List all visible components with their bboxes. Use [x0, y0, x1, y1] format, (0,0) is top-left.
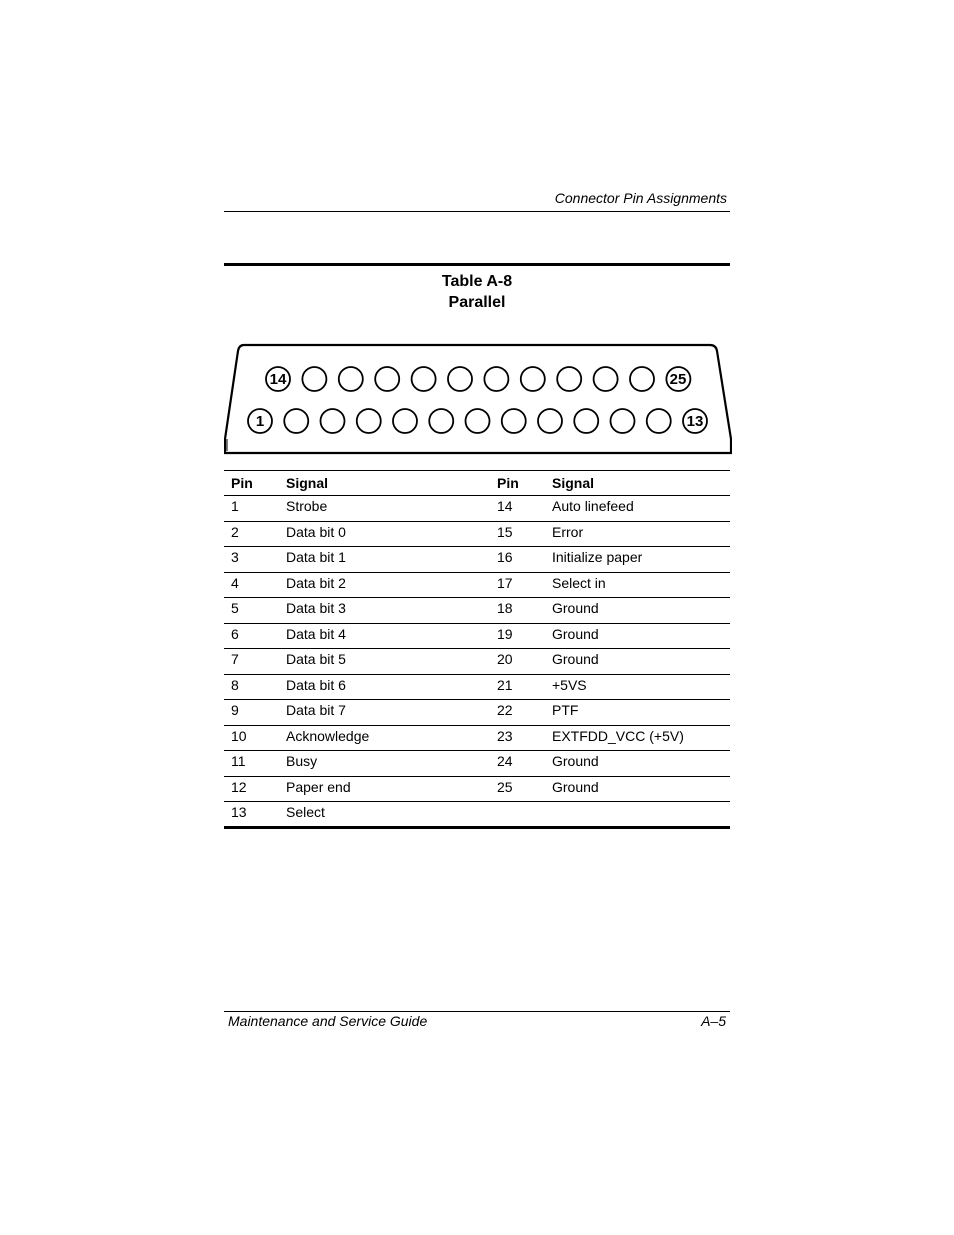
pin-label-25: 25 — [669, 371, 687, 388]
cell-signal-2: Ground — [545, 776, 730, 802]
header-signal: Signal — [279, 471, 490, 496]
table-row — [224, 802, 730, 828]
pin-label-1: 1 — [255, 413, 265, 430]
footer-rule — [224, 1011, 730, 1012]
pin-hole — [284, 409, 308, 433]
pin-hole — [630, 367, 654, 391]
cell-signal: Data bit 0 — [279, 521, 490, 547]
footer-guide-title: Maintenance and Service Guide — [228, 1013, 428, 1029]
cell-pin-2: 16 — [490, 547, 545, 573]
parallel-connector-diagram — [224, 343, 732, 457]
cell-pin: 3 — [224, 547, 279, 573]
cell-pin-2: 22 — [490, 700, 545, 726]
table-row — [224, 598, 730, 624]
table-caption-label: Table A-8 — [441, 273, 513, 290]
header-signal-2: Signal — [545, 471, 730, 496]
pin-hole — [574, 409, 598, 433]
cell-pin: 8 — [224, 674, 279, 700]
cell-signal-2: EXTFDD_VCC (+5V) — [545, 725, 730, 751]
cell-signal-2: Ground — [545, 623, 730, 649]
connector-shell — [225, 345, 731, 453]
pin-hole — [375, 367, 399, 391]
header-rule — [224, 211, 730, 212]
cell-signal: Data bit 5 — [279, 649, 490, 675]
pin-hole — [393, 409, 417, 433]
pin-label-13: 13 — [686, 413, 704, 430]
cell-pin: 12 — [224, 776, 279, 802]
pin-hole — [538, 409, 562, 433]
pin-hole — [412, 367, 436, 391]
table-row — [224, 700, 730, 726]
header-pin-2: Pin — [490, 471, 545, 496]
pin-hole — [557, 367, 581, 391]
cell-pin-2: 24 — [490, 751, 545, 777]
cell-pin-2: 23 — [490, 725, 545, 751]
cell-pin: 6 — [224, 623, 279, 649]
cell-pin-2: 25 — [490, 776, 545, 802]
cell-signal: Acknowledge — [279, 725, 490, 751]
cell-pin-2: 20 — [490, 649, 545, 675]
cell-pin: 10 — [224, 725, 279, 751]
cell-signal-2: Select in — [545, 572, 730, 598]
cell-pin-2: 18 — [490, 598, 545, 624]
cell-signal: Busy — [279, 751, 490, 777]
table-row — [224, 496, 730, 522]
table-row — [224, 674, 730, 700]
pin-hole — [321, 409, 345, 433]
pin-hole — [466, 409, 490, 433]
cell-pin-2: 15 — [490, 521, 545, 547]
pin-hole — [521, 367, 545, 391]
pin-assignment-table — [224, 470, 730, 829]
header-pin: Pin — [224, 471, 279, 496]
cell-pin: 2 — [224, 521, 279, 547]
cell-pin-2: 14 — [490, 496, 545, 522]
table-row — [224, 572, 730, 598]
table-row — [224, 776, 730, 802]
table-caption-title: Parallel — [448, 294, 506, 311]
table-top-rule — [224, 263, 730, 266]
pin-hole — [357, 409, 381, 433]
cell-signal: Strobe — [279, 496, 490, 522]
cell-signal-2: Auto linefeed — [545, 496, 730, 522]
cell-pin: 4 — [224, 572, 279, 598]
cell-signal: Data bit 6 — [279, 674, 490, 700]
cell-signal: Data bit 3 — [279, 598, 490, 624]
cell-signal-2: Error — [545, 521, 730, 547]
pin-hole — [429, 409, 453, 433]
pin-hole — [594, 367, 618, 391]
pin-hole — [339, 367, 363, 391]
table-row — [224, 547, 730, 573]
cell-signal-2: +5VS — [545, 674, 730, 700]
cell-pin: 7 — [224, 649, 279, 675]
table-row — [224, 521, 730, 547]
running-header: Connector Pin Assignments — [554, 190, 727, 206]
pin-hole — [484, 367, 508, 391]
cell-pin: 11 — [224, 751, 279, 777]
cell-signal: Paper end — [279, 776, 490, 802]
footer-page-number: A–5 — [701, 1013, 726, 1029]
cell-signal-2: Ground — [545, 649, 730, 675]
pin-label-14: 14 — [269, 371, 287, 388]
cell-pin: 5 — [224, 598, 279, 624]
cell-signal-2: Initialize paper — [545, 547, 730, 573]
cell-pin: 9 — [224, 700, 279, 726]
cell-pin: 1 — [224, 496, 279, 522]
cell-signal-2: Ground — [545, 751, 730, 777]
cell-signal: Data bit 4 — [279, 623, 490, 649]
pin-hole — [502, 409, 526, 433]
table-header-row — [224, 471, 730, 496]
pin-hole — [448, 367, 472, 391]
cell-signal-2: PTF — [545, 700, 730, 726]
cell-signal-2 — [545, 802, 730, 828]
pin-hole — [302, 367, 326, 391]
cell-signal: Data bit 1 — [279, 547, 490, 573]
cell-pin-2: 17 — [490, 572, 545, 598]
table-row — [224, 649, 730, 675]
cell-pin-2: 19 — [490, 623, 545, 649]
table-row — [224, 751, 730, 777]
cell-signal-2: Ground — [545, 598, 730, 624]
table-row — [224, 623, 730, 649]
cell-pin-2 — [490, 802, 545, 828]
cell-pin: 13 — [224, 802, 279, 828]
cell-signal: Select — [279, 802, 490, 828]
cell-signal: Data bit 2 — [279, 572, 490, 598]
table-row — [224, 725, 730, 751]
cell-signal: Data bit 7 — [279, 700, 490, 726]
pin-hole — [611, 409, 635, 433]
pin-hole — [647, 409, 671, 433]
cell-pin-2: 21 — [490, 674, 545, 700]
